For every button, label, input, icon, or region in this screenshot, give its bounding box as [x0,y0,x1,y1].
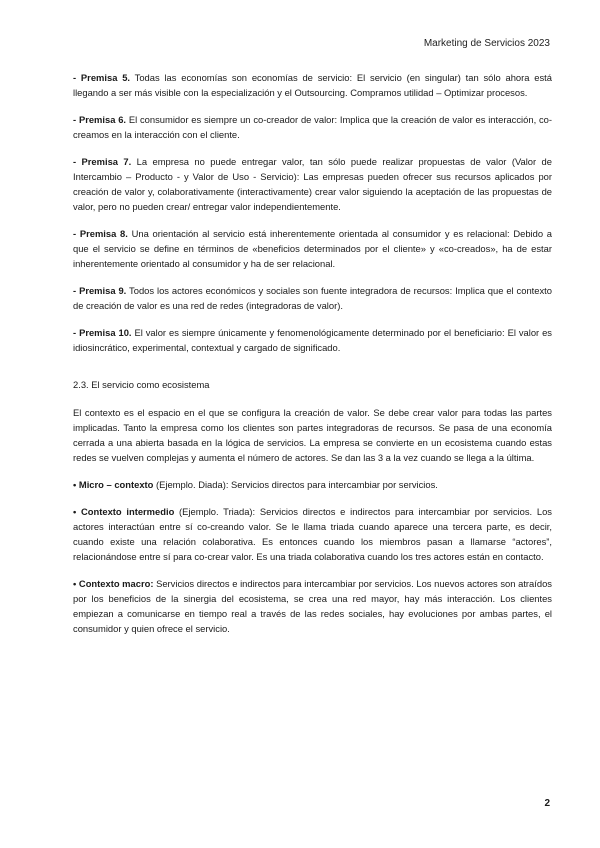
premisa-label: - Premisa 7. [73,156,132,167]
premisa-8 [73,226,552,271]
premisa-text: Todas las economías son economías de servicio: El servicio (en singular) tan sólo ahora está llegando a ser más visible con la especialización y el Outsourcing. Compramos utilidad – Optimizar procesos. [73,72,552,98]
premisa-6 [73,112,552,142]
contexto-micro [73,477,552,492]
contexto-label: • Contexto intermedio [73,506,175,517]
contexto-macro [73,576,552,636]
premisa-10 [73,325,552,355]
premisa-text: Una orientación al servicio está inherentemente orientada al consumidor y es relacional: Debido a que el servicio se define en términos de «beneficios determinados por el cliente» y «co-creados», ha de estar inherentemente orientado al consumidor y ha de ser relacional. [73,228,552,269]
premisa-7 [73,154,552,214]
premisa-text: El valor es siempre únicamente y fenomenológicamente determinado por el beneficiario: El valor es idiosincrático, experimental, contextual y cargado de significado. [73,327,552,353]
premisa-text: La empresa no puede entregar valor, tan sólo puede realizar propuestas de valor (Valor de Intercambio – Producto - y Valor de Uso - Servicio): Las empresas pueden ofrecer sus recursos aplicados por creación de valor y, colaborativamente (interactivamente) crear valor siguiendo la aceptación de las propuestas de valor, pero no pueden crear/ entregar valor independientemente. [73,156,552,212]
premisa-text: Todos los actores económicos y sociales son fuente integradora de recursos: Implica que el contexto de creación de valor es una red de redes (integradoras de valor). [73,285,552,311]
contexto-intermedio [73,504,552,564]
premisa-label: - Premisa 8. [73,228,128,239]
premisa-label: - Premisa 5. [73,72,131,83]
contexto-label: • Micro – contexto [73,479,154,490]
contexto-text: Servicios directos e indirectos para intercambiar por servicios. Los nuevos actores son atraídos por los beneficios de la sinergia del ecosistema, se crea una red mayor, hay más interacción. Los clientes empiezan a comunicarse en tiempo real a través de las redes sociales, hay evoluciones por ambas partes, el consumidor y quien ofrece el servicio. [73,578,552,634]
premisa-9 [73,283,552,313]
premisa-5 [73,70,552,100]
contexto-text: (Ejemplo. Diada): Servicios directos para intercambiar por servicios. [153,479,438,490]
premisa-label: - Premisa 6. [73,114,127,125]
section-intro: El contexto es el espacio en el que se configura la creación de valor. Se debe crear valor para todas las partes implicadas. Tanto la empresa como los clientes son partes integradoras de recursos. Se pasa de una economía cerrada a una abierta basada en la lógica de servicios. La empresa se convierte en un ecosistema cuando estas redes se vuelven complejas y aumenta el número de actores. Se dan las 3 a la vez cuando se llega a la última. [73,407,552,463]
contexto-label: • Contexto macro: [73,578,154,589]
page-number: 2 [544,798,550,809]
premisa-label: - Premisa 10. [73,327,132,338]
contexto-text: (Ejemplo. Triada): Servicios directos e indirectos para intercambiar por servicios. Los actores interactúan entre sí co-creando valor. Se le llama triada cuando aparece una tercera parte, es decir, cuando existe una relación colaborativa. Es entonces cuando los miembros pasan a llamarse “actores”, relacionándose entre sí para co-crear valor. Es una triada colaborativa cuando los tres actores están en contacto. [73,506,552,562]
page-body [73,70,552,648]
section-heading: 2.3. El servicio como ecosistema [73,379,210,390]
premisa-label: - Premisa 9. [73,285,127,296]
premisa-text: El consumidor es siempre un co-creador de valor: Implica que la creación de valor es interacción, co-creamos en la interacción con el cliente. [73,114,552,140]
running-header: Marketing de Servicios 2023 [423,38,550,49]
